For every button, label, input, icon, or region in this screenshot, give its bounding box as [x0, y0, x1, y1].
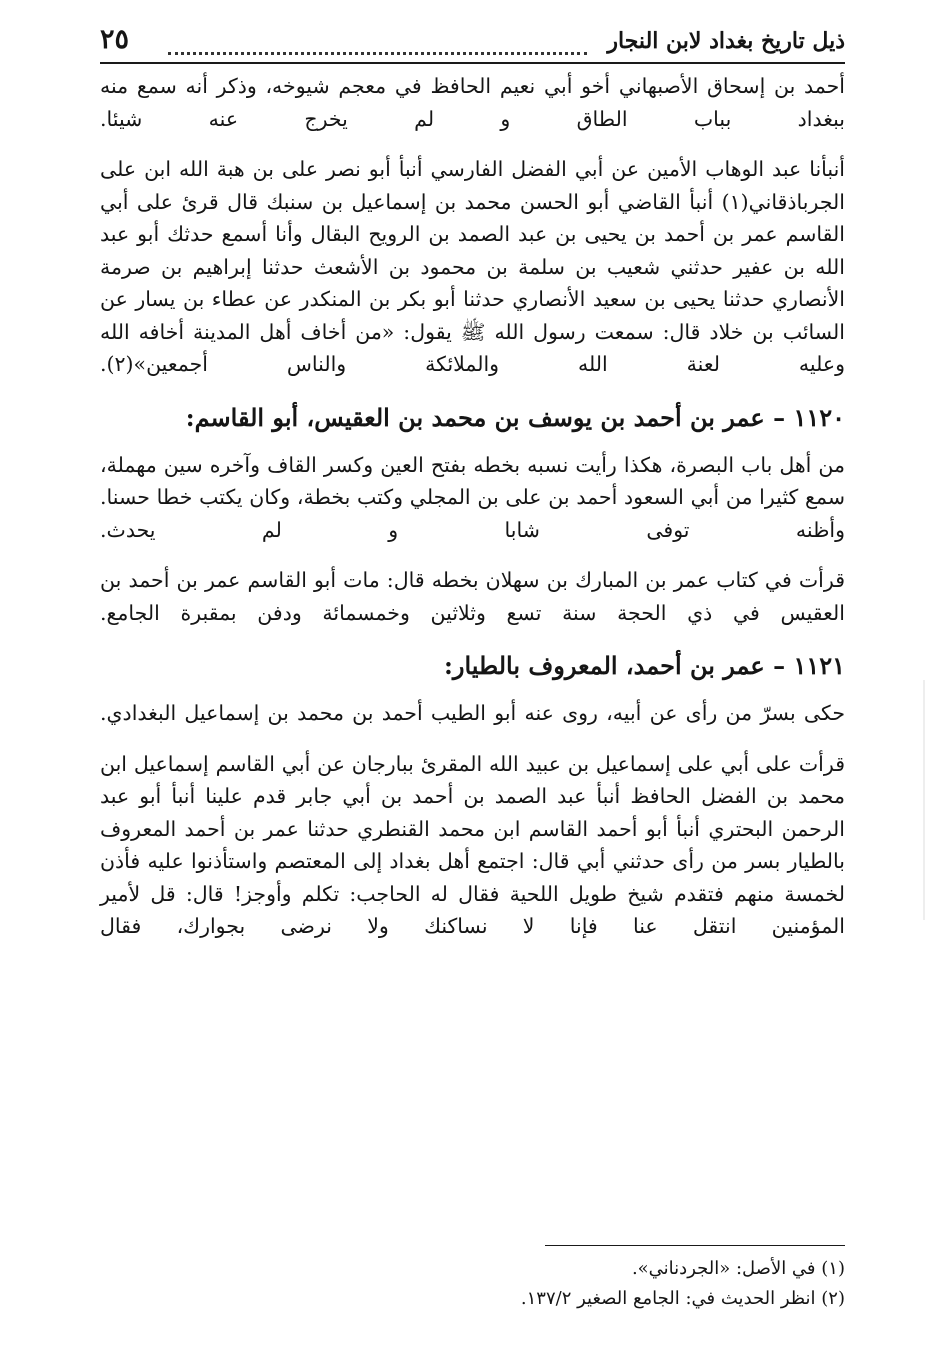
scan-edge-shadow: [923, 680, 925, 920]
paragraph: أحمد بن إسحاق الأصبهاني أخو أبي نعيم الحافظ في معجم شيوخه، وذكر أنه سمع منه ببغداد بباب الطاق و لم يخرج عنه شيئا.: [100, 74, 845, 131]
leader-dots: [168, 52, 587, 55]
paragraph: حكى بسرّ من رأى عن أبيه، روى عنه أبو الطيب أحمد بن محمد بن إسماعيل البغدادي.: [100, 701, 845, 725]
entry-heading: ١١٢٠ – عمر بن أحمد بن يوسف بن محمد بن العقيس، أبو القاسم:: [185, 402, 845, 432]
page-number: ٢٥: [100, 24, 130, 55]
footnotes: [100, 1245, 845, 1314]
entry-heading: ١١٢١ – عمر بن أحمد، المعروف بالطيار:: [444, 651, 845, 680]
running-header: [100, 22, 845, 64]
footnote: (١) في الأصل: «الجردناني».: [631, 1258, 845, 1279]
paragraph: من أهل باب البصرة، هكذا رأيت نسبه بخطه بفتح العين وكسر القاف وآخره سين مهملة، سمع كثيرا من أبي السعود أحمد بن على بن المجلي وكتب بخطة، وكان يكتب خطا حسنا. وأظنه توفى شابا و لم يحدث.: [100, 452, 845, 542]
footnote-rule: [545, 1245, 845, 1246]
paragraph: قرأت في كتاب عمر بن المبارك بن سهلان بخطه قال: مات أبو القاسم عمر بن أحمد بن العقيس في ذي الحجة سنة تسع وثلاثين وخمسمائة ودفن بمقبرة الجامع.: [100, 568, 845, 625]
paragraph: قرأت على أبي على إسماعيل بن عبيد الله المقرئ ببارجان عن أبي القاسم إسماعيل ابن محمد بن الفضل الحافظ أنبأ عبد الصمد بن أحمد بن أبي جابر قدم علينا أنبأ أبو عبد الرحمن البحتري أنبأ أبو أحمد القاسم ابن محمد القنطري حدثنا عمر بن أحمد المعروف بالطيار بسر من رأى حدثني أبي قال: اجتمع أهل بغداد إلى المعتصم واستأذنوا عليه فأذن لخمسة منهم فتقدم شيخ طويل اللحية فقال له الحاجب: تكلم وأوجز! قال: قل لأمير المؤمنين انتقل عنا فإنا لا نساكنك ولا نرضى بجوارك، فقال: [100, 751, 845, 938]
book-title: ذيل تاريخ بغداد لابن النجار: [607, 28, 845, 54]
main-text: [100, 70, 845, 943]
footnote: (٢) انظر الحديث في: الجامع الصغير ١٣٧/٢.: [520, 1288, 845, 1309]
paragraph: أنبأنا عبد الوهاب الأمين عن أبي الفضل الفارسي أنبأ أبو نصر على بن هبة الله ابن على الجرباذقاني(١) أنبأ القاضي أبو الحسن محمد بن إسماعيل بن سنبك قال قرئ على أبي القاسم عمر بن أحمد بن يحيى بن عبد الصمد بن الرويح البقال وأنا أسمع حدثك أبو عبد الله بن عفير حدثني شعيب بن سلمة بن محمود بن الأشعث حدثنا إبراهيم بن صرمة الأنصاري حدثنا يحيى بن سعيد الأنصاري حدثنا أبو بكر بن المنكدر عن عطاء بن يسار عن السائب بن خلاد قال: سمعت رسول الله ﷺ يقول: «من أخاف أهل المدينة أخافه الله وعليه لعنة الله والملائكة والناس أجمعين»(٢).: [100, 157, 845, 376]
